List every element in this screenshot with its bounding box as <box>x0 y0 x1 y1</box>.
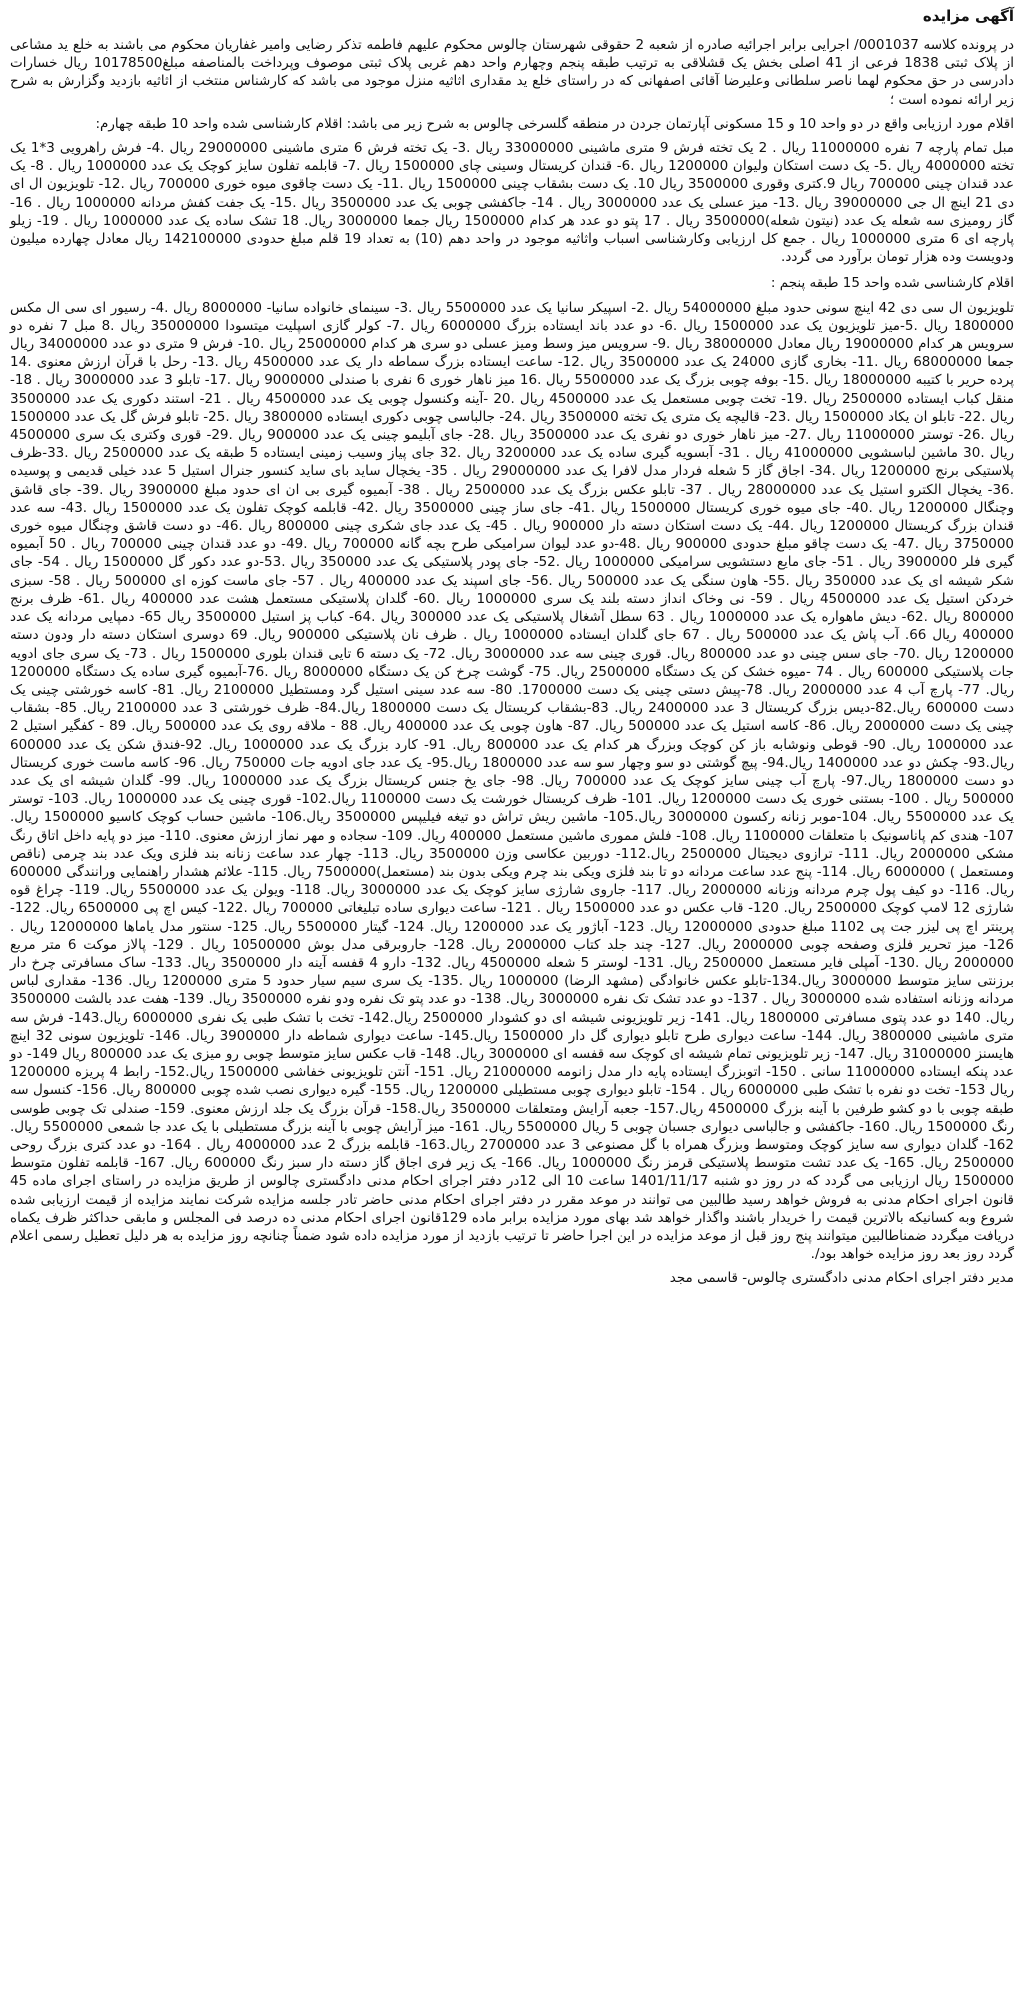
intro-paragraph: در پرونده کلاسه 0001037/ اجرایی برابر اجرائیه صادره از شعبه 2 حقوقی شهرستان چالوس محکوم علیهم فاطمه تذکر رضایی وامیر غفاریان محکوم می باشند به خلع ید مشاعی از پلاک ثبتی 1838 فرعی از 41 اصلی بخش یک قشلاقی به ترتیب طبقه پنجم وچهارم واحد دهم غربی پلاک ثبتی موصوف وپرداخت بالمناصفه مبلغ10178500 ریال خسارات دادرسی در حق محکوم لهما ناصر سلطانی وعلیرضا آقائی اصفهانی که در راستای خلع ید مقداری اثاثیه منزل موجود می باشد که کارشناس منتخب از اثاثیه بازدید وگزارش به شرح زیر ارائه نموده است ؛ <box>10 37 1014 108</box>
unit-10-items: مبل تمام پارچه 7 نفره 11000000 ریال . 2 یک تخته فرش 9 متری ماشینی 33000000 ریال .3- یک تخته فرش 6 متری ماشینی 29000000 ریال .4- فرش راهرویی 3*1 یک تخته 4000000 ریال .5- یک دست استکان ولیوان 1200000 ریال .6- قندان کریستال وسینی چای 1500000 ریال .7- قابلمه تفلون سایز کوچک یک عدد 1000000 ریال . 8- یک عدد قندان چینی 700000 ریال 9.کتری وقوری 3500000 ریال 10. یک دست بشقاب چینی 1500000 ریال .11- یک دست چاقوی میوه خوری 700000 ریال .12- تلویزیون ال ای دی 21 اینچ ال جی 39000000 ریال .13- میز عسلی یک عدد 3000000 ریال . 14- جاکفشی چوبی یک عدد 3500000 ریال .15- یک جفت کفش مردانه 1000000 ریال . 16- گاز رومیزی سه شعله یک عدد (نیتون شعله)3500000 ریال . 17 پتو دو عدد هر کدام 1500000 ریال جمعا 3000000 ریال. 18 تشک ساده یک عدد 1000000 ریال . 19- زیلو پارچه ای 6 متری 1000000 ریال . جمع کل ارزیابی وکارشناسی اسباب واثاثیه موجود در واحد دهم (10) به تعداد 19 قلم مبلغ حدودی 142100000 ریال معادل چهارده میلیون ودویست وده هزار تومان برآورد می گردد. <box>10 140 1015 266</box>
notice-title: آگهی مزایده <box>922 7 1014 25</box>
unit-10-heading: اقلام مورد ارزیابی واقع در دو واحد 10 و 15 مسکونی آپارتمان جردن در منطقه گلسرخی چالوس به شرح زیر می باشد: اقلام کارشناسی شده واحد 10 طبقه چهارم: <box>95 115 1014 132</box>
signature-line: مدیر دفتر اجرای احکام مدنی دادگستری چالوس- قاسمی مجد <box>669 1270 1014 1287</box>
unit-15-items: تلویزیون ال سی دی 42 اینچ سونی حدود مبلغ 54000000 ریال .2- اسپیکر سانیا یک عدد 5500000 ریال .3- سینمای خانواده سانیا- 8000000 ریال .4- رسیور ای سی ال مکس 1800000 ریال .5-میز تلویزیون یک عدد 1500000 ریال .6- دو عدد باند ایستاده بزرگ 6000000 ریال .7- کولر گازی اسپلیت میتسودا 35000000 ریال .8 مبل 7 نفره دو سرویس هر کدام 19000000 ریال معادل 38000000 ریال .9- سرویس میز وسط ومیز عسلی دو سری هر کدام 25000000 ریال .10- فرش 9 متری دو عدد 34000000 ریال جمعا 68000000 ریال .11- بخاری گازی 24000 یک عدد 3500000 ریال .12- ساعت ایستاده بزرگ سماطه دار یک عدد 4500000 ریال .13- رحل با قرآن ارزش معنوی .14 پرده حریر با کتیبه 18000000 ریال .15- بوفه چوبی بزرگ یک عدد 5500000 ریال .16 میز ناهار خوری 6 نفری با صندلی 9000000 ریال .17- تابلو 3 عدد 3000000 ریال . 18- منقل کباب ایستاده 2500000 ریال .19- تخت چوبی مستعمل یک عدد 4500000 ریال .20 -آینه وکنسول چوبی یک عدد 4500000 ریال . 21- استند دکوری یک عدد 3500000 ریال .22- تابلو ان یکاد 1500000 ریال .23- قالیچه یک متری یک تخته 3500000 ریال .24- جالباسی چوبی دکوری ایستاده 3800000 ریال .25- تابلو فرش گل یک عدد 1500000 ریال .26- توستر 11000000 ریال .27- میز ناهار خوری دو نفری یک عدد 3500000 ریال .28- جای آبلیمو چینی یک عدد 900000 ریال .29- قوری وکتری یک سری 4500000 ریال .30 ماشین لباسشویی 41000000 ریال . 31- آبسویه گیری ساده یک عدد 3200000 ریال .32 جای پیاز وسیب زمینی ایستاده 5 طبقه یک عدد 2500000 ریال .33-ظرف پلاستیکی برنج 1200000 ریال .34- اجاق گاز 5 شعله فردار مدل لافرا یک عدد 29000000 ریال . 35- یخچال ساید بای ساید کنسور جنرال استیل 5 عدد خیلی قدیمی و پوسیده .36- یخچال الکترو استیل یک عدد 28000000 ریال . 37- تابلو عکس بزرگ یک عدد 2500000 ریال . 38- آبمیوه گیری بی ان ای حدود مبلغ 3900000 ریال .39- جای قاشق وچنگال 1200000 ریال .40- جای میوه خوری کریستال 1500000 ریال .41- جای ساز چینی 3500000 ریال .42- قابلمه کوچک تفلون یک عدد 1500000 ریال .43- سه عدد قندان بزرگ کریستال 1200000 ریال .44- یک دست استکان دسته دار 900000 ریال . 45- یک عدد جای شکری چینی 800000 ریال .46- دو دست قاشق وچنگال میوه خوری 3750000 ریال .47- یک دست چاقو مبلغ حدودی 900000 ریال .48-دو عدد لیوان سرامیکی طرح بچه گانه 700000 ریال .49- دو عدد قندان چینی 700000 ریال . 50 آبمیوه گیری فلر 3900000 ریال . 51- جای مایع دستشویی سرامیکی 1000000 ریال .52- جای پودر پلاستیکی یک عدد 350000 ریال .53-دو عدد دکور گل 1500000 ریال . 54- جای شکر شیشه ای یک عدد 350000 ریال .55- هاون سنگی یک عدد 500000 ریال .56- جای اسپند یک عدد 400000 ریال . 57- جای ماست کوزه ای 500000 ریال . 58- سبزی خردکن استیل یک عدد 4500000 ریال . 59- نی وخاک انداز دسته بلند یک سری 1000000 ریال .60- گلدان پلاستیکی مستعمل هشت عدد 400000 ریال .61- ظرف برنج 800000 ریال .62- دیش ماهواره یک عدد 1000000 ریال . 63 سطل آشغال پلاستیکی یک عدد 300000 ریال .64- کباب پز استیل 3500000 ریال 65- دمپایی مردانه یک عدد 400000 ریال 66. آب پاش یک عدد 500000 ریال . 67 جای گلدان ایستاده 1000000 ریال . ظرف نان پلاستیکی 900000 ریال. 69 دوسری استکان دسته دار ودون دسته 1200000 ریال .70- جای سس چینی دو عدد 800000 ریال. قوری چینی سه عدد 3000000 ریال. 72- یک دسته 6 تایی قندان بلوری 1500000 ریال . 73- یک سری جای ادویه جات پلاستیکی 600000 ریال . 74 -میوه خشک کن یک دستگاه 2500000 ریال. 75- گوشت چرخ کن یک دستگاه 8000000 ریال .76-آبمیوه گیری ساده یک دستگاه 1200000 ریال. 77- پارچ آب 4 عدد 2000000 ریال. 78-پیش دستی چینی یک دست 1700000. 80- سه عدد سینی استیل گرد ومستطیل 2100000 ریال. 81- کاسه خورشتی چینی یک دست 600000 ریال.82-دیس بزرگ کریستال 3 عدد 2400000 ریال. 83-بشقاب کریستال یک دست 1800000 ریال.84- ظرف خورشتی 3 عدد 2100000 ریال. 85- بشقاب چینی یک دست 2000000 ریال. 86- کاسه استیل یک عدد 500000 ریال. 87- هاون چوبی یک عدد 400000 ریال. 88 - ملاقه روی یک عدد 500000 ریال. 89 - کفگیر استیل 2 عدد 1000000 ریال. 90- قوطی ونوشابه باز کن کوچک وبزرگ هر کدام یک عدد 800000 ریال. 91- کارد بزرگ یک عدد 1000000 ریال. 92-فندق شکن یک عدد 600000 ریال.93- چکش دو عدد 1400000 ریال.94- پیچ گوشتی دو سو وچهار سو سه عدد 1800000 ریال.95- یک عدد جای ادویه جات 750000 ریال. 96- کاسه ماست خوری کریستال دو دست 1800000 ریال.97- پارچ آب چینی سایز کوچک یک عدد 700000 ریال. 98- جای یخ جنس کریستال بزرگ یک عدد 1000000 ریال. 99- گلدان شیشه ای یک عدد 500000 ریال . 100- بستنی خوری یک دست 1200000 ریال. 101- ظرف کریستال خورشت یک دست 1100000 ریال.102- قوری چینی یک عدد 1000000 ریال. 103- توستر یک عدد 5500000 ریال. 104-موبر زنانه رکسون 3000000 ریال.105- ماشین ریش تراش دو تیغه فیلیپس 3500000 ریال.106- ماشین حساب کوچک کاسیو 1500000 ریال. 107- هندی کم پاناسونیک با متعلقات 1100000 ریال. 108- فلش مموری ماشین مستعمل 400000 ریال. 109- سجاده و مهر نماز ارزش معنوی. 110- میز دو پایه داخل اتاق رنگ مشکی 2000000 ریال. 111- ترازوی دیجیتال 2500000 ریال.112- دوربین عکاسی وزن 3500000 ریال. 113- چهار عدد ساعت زنانه بند فلزی ویک عدد بند چرمی (ناقص ومستعمل ) 6000000 ریال. 114- پنج عدد ساعت مردانه دو تا بند فلزی ویکی بند چرم ویکی بدون بند (مستعمل)7500000 ریال. 115- علائم هشدار راهنمایی ورانندگی 600000 ریال. 116- دو کیف پول چرم مردانه وزنانه 2000000 ریال. 117- جاروی شارژی سایز کوچک یک عدد 3000000 ریال. 118- ویولن یک عدد 5500000 ریال. 119- چراغ قوه شارژی 12 لامپ کوچک 2500000 ریال. 120- قاب عکس دو عدد 1500000 ریال . 121- ساعت دیواری ساده تبلیغاتی 700000 ریال .122- کیس اچ پی 6500000 ریال. 122- پرینتر اچ پی لیزر جت پی 1102 مبلغ حدودی 12000000 ریال. 123- آباژور یک عدد 1200000 ریال. 124- گیتار 5500000 ریال. 125- سنتور مدل یاماها 12000000 ریال . 126- میز تحریر فلزی وصفحه چوبی 2000000 ریال. 127- چند جلد کتاب 2000000 ریال. 128- جاروبرقی مدل بوش 10500000 ریال . 129- پالاز موکت 6 متر مربع 2000000 ریال .130- آمپلی فایر مستعمل 2500000 ریال. 131- لوستر 5 شعله 4500000 ریال. 132- دارو 4 قفسه آینه دار 3500000 ریال. 133- ساک مسافرتی چرخ دار برزنتی سایز متوسط 3000000 ریال.134-تابلو عکس خانوادگی (مشهد الرضا) 1000000 ریال .135- یک سری سیم سیار حدود 5 متری 1200000 ریال. 136- مقداری لباس مردانه وزنانه استفاده شده 3000000 ریال . 137- دو عدد تشک تک نفره 3000000 ریال. 138- دو عدد پتو تک نفره ودو نفره 3500000 ریال. 139- هفت عدد بالشت 3500000 ریال. 140 دو عدد پتوی مسافرتی 1800000 ریال. 141- زیر تلویزیونی شیشه ای دو کشودار 2500000 ریال.142- تخت با تشک طبی یک نفری 6000000 ریال.143- فرش سه متری ماشینی 3800000 ریال. 144- ساعت دیواری طرح تابلو دیواری گل دار 1500000 ریال.145- ساعت دیواری شماطه دار 3900000 ریال. 146- تلویزیون سونی 32 اینچ هایسنز 31000000 ریال. 147- زیر تلویزیونی تمام شیشه ای کوچک سه قفسه ای 3000000 ریال. 148- قاب عکس سایز متوسط چوبی رو میزی یک عدد 800000 ریال 149- دو عدد پنکه ایستاده 11000000 سانی . 150- اتوبزرگ ایستاده پایه دار مدل زانومه 21000000 ریال. 151- آنتن تلویزیونی خفاشی 1500000 ریال.152- رابط 4 پریزه 1200000 ریال 153- تخت دو نفره با تشک طبی 6000000 ریال . 154- تابلو دیواری چوبی مستطیلی 1200000 ریال. 155- گیره دیواری نصب شده چوبی 800000 ریال. 156- کنسول سه طبقه چوبی با دو کشو طرفین با آینه بزرگ 4500000 ریال.157- جعبه آرایش ومتعلقات 3500000 ریال.158- قرآن بزرگ یک جلد ارزش معنوی. 159- صندلی تک چوبی طوسی رنگ 1500000 ریال. 160- جاکفشی و جالباسی دیواری جسبان چوبی 5 ریال 5500000 ریال. 161- میز آرایش چوبی با آینه بزرگ مستطیلی با یک عدد جا شمعی 5500000 ریال. 162- گلدان دیواری سه سایز کوچک ومتوسط وبزرگ همراه با گل مصنوعی 3 عدد 2700000 ریال.163- قابلمه بزرگ 2 عدد 4000000 ریال . 164- دو عدد کتری بزرگ روحی 2500000 ریال. 165- یک عدد تشت متوسط پلاستیکی قرمز رنگ 1000000 ریال. 166- یک زیر فری اجاق گاز دسته دار سبز رنگ 600000 ریال. 167- قابلمه تفلون متوسط 1500000 ریال ارزیابی می گردد که در روز دو شنبه 1401/11/17 ساعت 10 الی 12در دفتر اجرای احکام مدنی دادگستری چالوس از طریق مزایده در راستای اجرای ماده 45 قانون اجرای احکام مدنی به فروش خواهد رسید طالبین می توانند در موعد مقرر در دفتر اجرای احکام مدنی حاضر تادر جلسه مزایده شرکت نمایند مزایده از قیمت ارزیابی شده شروع وبه کسانیکه بالاترین قیمت را خریدار باشند واگذار خواهد شد بهای مورد مزایده برابر ماده 129قانون اجرای احکام مدنی ده درصد فی المجلس و مابقی حداکثر ظرف یکماه دریافت میگردد ضمناطالبین میتوانند پنج روز قبل از موعد مزایده در این اجرا حاضر تا ترتیب بازدید از مورد مزایده داده شود ضمناً چنانچه روز مزایده به هر دلیل تعطیل رسمی اعلام گردد روز بعد روز مزایده خواهد بود/. <box>10 299 1015 1263</box>
unit-15-heading: اقلام کارشناسی شده واحد 15 طبقه پنجم : <box>770 275 1014 292</box>
